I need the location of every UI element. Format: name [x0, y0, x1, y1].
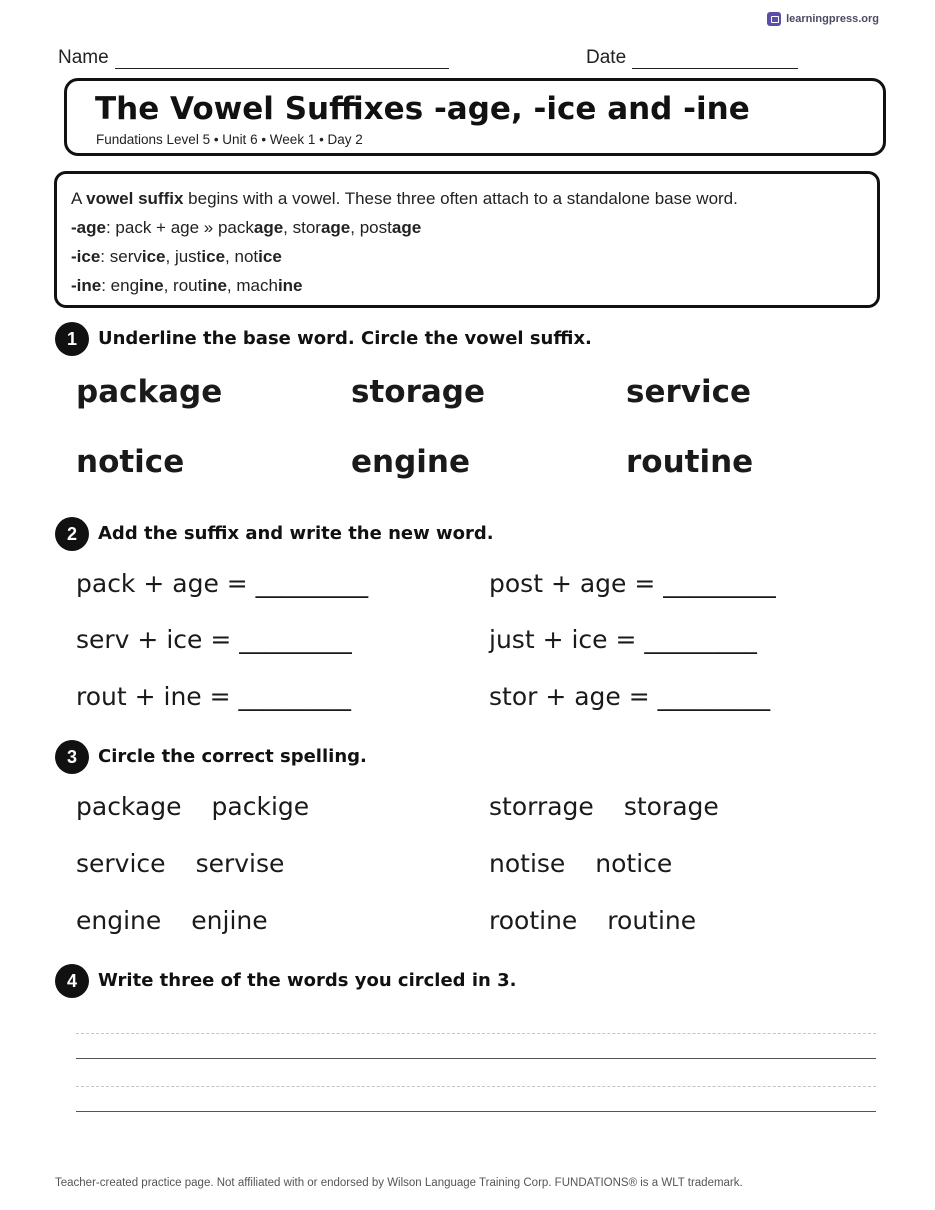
date-line[interactable]	[632, 50, 798, 69]
info-line-ice: -ice: service, justice, notice	[71, 247, 282, 266]
section-1-title: Underline the base word. Circle the vowel suffix.	[98, 328, 592, 349]
spelling-option[interactable]: storage	[623, 792, 719, 821]
word-item[interactable]: package	[76, 374, 223, 410]
word-item[interactable]: storage	[351, 374, 485, 410]
spelling-option[interactable]: enjine	[191, 906, 268, 935]
writing-guide-dashed	[76, 1086, 876, 1087]
section-4-number: 4	[55, 964, 89, 998]
spelling-pair	[489, 906, 726, 935]
section-4-title: Write three of the words you circled in 3.	[98, 970, 517, 991]
date-field[interactable]	[586, 47, 798, 69]
info-intro: A vowel suffix begins with a vowel. These three often attach to a standalone base word.	[71, 189, 738, 208]
spelling-option[interactable]: service	[76, 849, 166, 878]
book-icon	[767, 12, 781, 26]
title-box	[64, 78, 886, 156]
writing-line[interactable]	[76, 1058, 876, 1059]
section-2-title: Add the suffix and write the new word.	[98, 523, 494, 544]
spelling-pair	[76, 792, 339, 821]
suffix-item[interactable]: stor + age = _________	[489, 682, 771, 711]
date-label: Date	[586, 47, 627, 68]
spelling-option[interactable]: notice	[595, 849, 673, 878]
name-label: Name	[58, 47, 109, 68]
word-item[interactable]: service	[626, 374, 751, 410]
suffix-item[interactable]: just + ice = _________	[489, 625, 757, 654]
section-3-title: Circle the correct spelling.	[98, 746, 367, 767]
suffix-item[interactable]: pack + age = _________	[76, 569, 369, 598]
footer-note: Teacher-created practice page. Not affiliated with or endorsed by Wilson Language Training Corp. FUNDATIONS® is a WLT trademark.	[55, 1177, 743, 1189]
brand	[767, 12, 879, 26]
spelling-option[interactable]: routine	[607, 906, 697, 935]
name-field[interactable]	[58, 47, 449, 69]
suffix-item[interactable]: rout + ine = _________	[76, 682, 352, 711]
spelling-pair	[489, 792, 749, 821]
page-subtitle: Fundations Level 5 • Unit 6 • Week 1 • Day 2	[96, 132, 363, 147]
spelling-option[interactable]: notise	[489, 849, 566, 878]
spelling-option[interactable]: servise	[195, 849, 285, 878]
info-line-age: -age: pack + age » package, storage, postage	[71, 218, 422, 237]
page-title: The Vowel Suffixes -age, -ice and -ine	[95, 91, 750, 127]
spelling-pair	[76, 906, 298, 935]
word-item[interactable]: engine	[351, 444, 471, 480]
word-item[interactable]: routine	[626, 444, 754, 480]
word-item[interactable]: notice	[76, 444, 185, 480]
name-line[interactable]	[115, 50, 449, 69]
info-box	[54, 171, 880, 308]
spelling-option[interactable]: package	[76, 792, 182, 821]
suffix-item[interactable]: serv + ice = _________	[76, 625, 352, 654]
section-3-number: 3	[55, 740, 89, 774]
spelling-option[interactable]: storrage	[489, 792, 594, 821]
brand-name: learningpress.org	[786, 13, 879, 25]
spelling-pair	[489, 849, 702, 878]
section-1-number: 1	[55, 322, 89, 356]
spelling-option[interactable]: packige	[211, 792, 310, 821]
writing-line[interactable]	[76, 1111, 876, 1112]
suffix-item[interactable]: post + age = _________	[489, 569, 776, 598]
spelling-option[interactable]: engine	[76, 906, 162, 935]
spelling-option[interactable]: rootine	[489, 906, 578, 935]
writing-guide-dashed	[76, 1033, 876, 1034]
info-line-ine: -ine: engine, routine, machine	[71, 276, 303, 295]
section-2-number: 2	[55, 517, 89, 551]
spelling-pair	[76, 849, 314, 878]
